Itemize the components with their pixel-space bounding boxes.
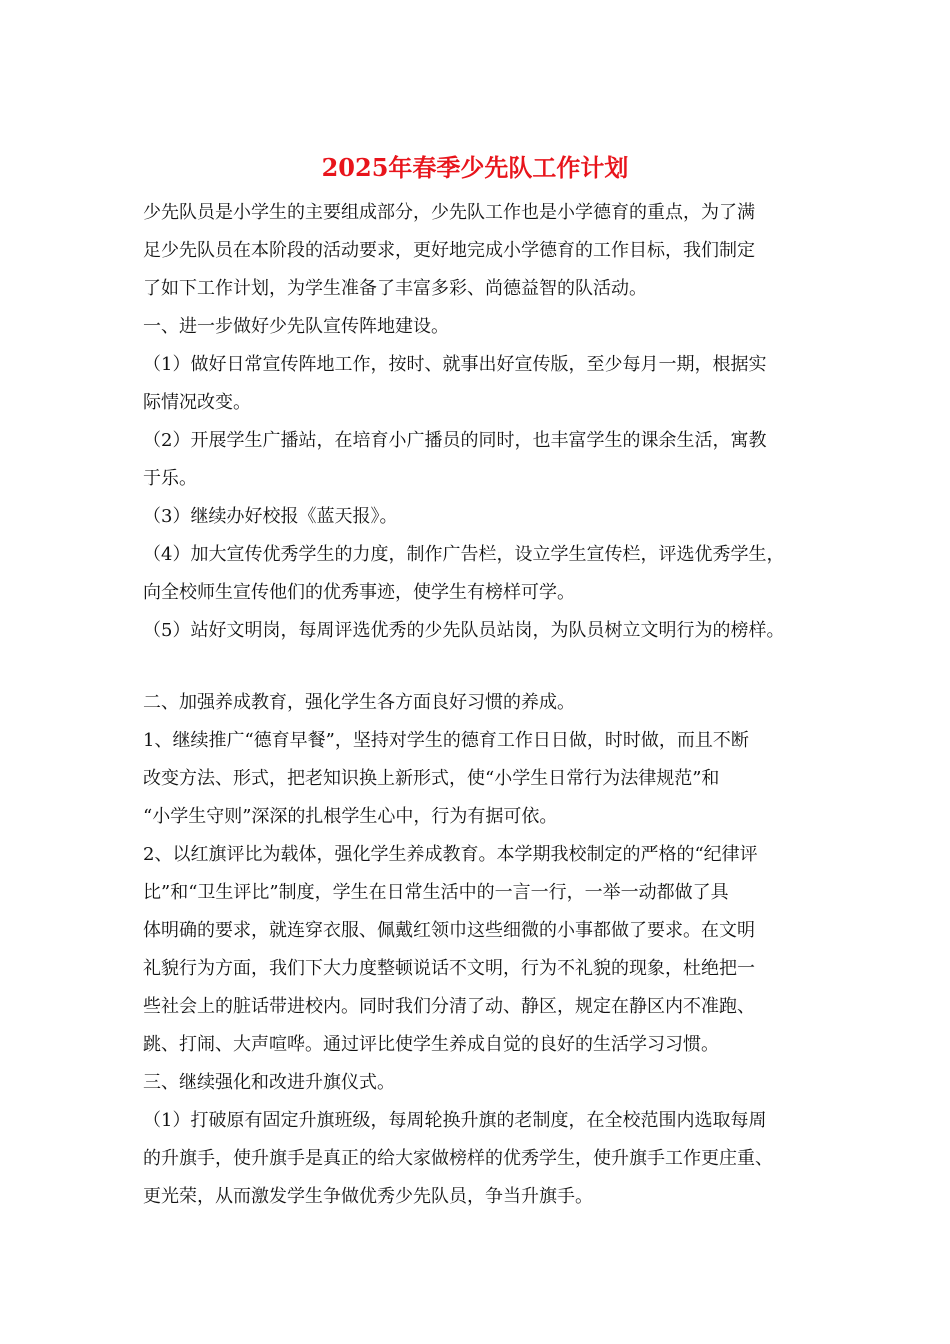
text-line: 向全校师生宣传他们的优秀事迹，使学生有榜样可学。 xyxy=(143,582,575,603)
text-line: 足少先队员在本阶段的活动要求，更好地完成小学德育的工作目标，我们制定 xyxy=(143,240,755,261)
text-line: 少先队员是小学生的主要组成部分，少先队工作也是小学德育的重点，为了满 xyxy=(143,202,755,223)
text-line: 礼貌行为方面，我们下大力度整顿说话不文明，行为不礼貌的现象，杜绝把一 xyxy=(143,958,755,979)
text-line: 1、继续推广“德育早餐”，坚持对学生的德育工作日日做，时时做，而且不断 xyxy=(143,730,749,751)
text-line: 比”和“卫生评比”制度，学生在日常生活中的一言一行，一举一动都做了具 xyxy=(143,882,729,903)
text-line: 2、以红旗评比为载体，强化学生养成教育。本学期我校制定的严格的“纪律评 xyxy=(143,844,758,865)
text-line: 了如下工作计划，为学生准备了丰富多彩、尚德益智的队活动。 xyxy=(143,278,647,299)
text-line: 更光荣，从而激发学生争做优秀少先队员，争当升旗手。 xyxy=(143,1186,593,1207)
text-line: （3）继续办好校报《蓝天报》。 xyxy=(143,506,398,527)
text-line: 际情况改变。 xyxy=(143,392,251,413)
text-line: （2）开展学生广播站，在培育小广播员的同时，也丰富学生的课余生活，寓教 xyxy=(143,430,767,451)
text-line: 于乐。 xyxy=(143,468,197,489)
text-line: （1）打破原有固定升旗班级，每周轮换升旗的老制度，在全校范围内选取每周 xyxy=(143,1110,767,1131)
text-line: 改变方法、形式，把老知识换上新形式，使“小学生日常行为法律规范”和 xyxy=(143,768,720,789)
text-line: 一、进一步做好少先队宣传阵地建设。 xyxy=(143,316,449,337)
text-line: 体明确的要求，就连穿衣服、佩戴红领巾这些细微的小事都做了要求。在文明 xyxy=(143,920,755,941)
document-body xyxy=(143,194,833,1216)
text-line: （5）站好文明岗，每周评选优秀的少先队员站岗，为队员树立文明行为的榜样。 xyxy=(143,620,785,641)
text-line: 些社会上的脏话带进校内。同时我们分清了动、静区，规定在静区内不准跑、 xyxy=(143,996,755,1017)
text-line: 的升旗手，使升旗手是真正的给大家做榜样的优秀学生，使升旗手工作更庄重、 xyxy=(143,1148,773,1169)
text-line: （1）做好日常宣传阵地工作，按时、就事出好宣传版，至少每月一期，根据实 xyxy=(143,354,767,375)
text-line: 二、加强养成教育，强化学生各方面良好习惯的养成。 xyxy=(143,692,575,713)
blank-line xyxy=(143,650,833,684)
text-line: “小学生守则”深深的扎根学生心中，行为有据可依。 xyxy=(143,806,558,827)
text-line: 跳、打闹、大声喧哗。通过评比使学生养成自觉的良好的生活学习习惯。 xyxy=(143,1034,719,1055)
text-line: 三、继续强化和改进升旗仪式。 xyxy=(143,1072,395,1093)
text-line: （4）加大宣传优秀学生的力度，制作广告栏，设立学生宣传栏，评选优秀学生， xyxy=(143,544,785,565)
document-title: 2025年春季少先队工作计划 xyxy=(321,153,629,182)
